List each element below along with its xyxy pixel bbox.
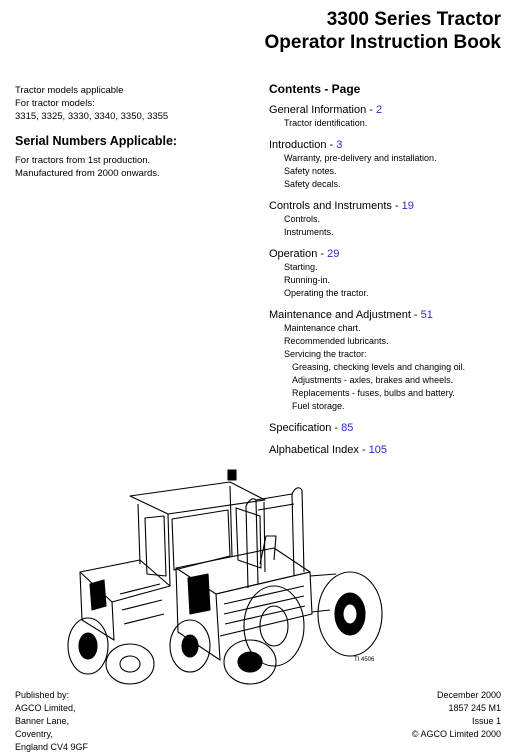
contents-section-introduction [269, 138, 509, 191]
contents-subitem: Greasing, checking levels and changing oil. [292, 362, 466, 372]
contents-section-index [269, 443, 509, 457]
section-title[interactable]: Introduction - 3 [269, 139, 343, 151]
contents-heading: Contents - Page [269, 82, 361, 96]
page-link[interactable]: 51 [420, 309, 433, 321]
issue-number: Issue 1 [471, 716, 501, 726]
contents-item: Warranty, pre-delivery and installation. [284, 153, 437, 163]
contents-section-maintenance [269, 308, 509, 413]
section-title[interactable]: General Information - 2 [269, 104, 383, 116]
page-link[interactable]: 3 [336, 139, 343, 151]
contents-section-general [269, 103, 509, 130]
contents-subitem: Adjustments - axles, brakes and wheels. [292, 375, 454, 385]
section-title[interactable]: Controls and Instruments - 19 [269, 200, 414, 212]
contents-item: Tractor identification. [284, 118, 368, 128]
contents-item: Servicing the tractor: [284, 349, 367, 359]
section-title[interactable]: Alphabetical Index - 105 [269, 444, 388, 456]
page-link[interactable]: 19 [401, 200, 414, 212]
issue-date: December 2000 [436, 690, 501, 700]
figure-id: TI 4506 [354, 657, 375, 663]
contents-subitem: Fuel storage. [292, 401, 345, 411]
serial-line-1: For tractors from 1st production. [15, 155, 151, 166]
contents-subitem: Replacements - fuses, bulbs and battery. [292, 388, 455, 398]
models-line-3: 3315, 3325, 3330, 3340, 3350, 3355 [15, 111, 169, 122]
contents-item: Controls. [284, 214, 321, 224]
contents-item: Recommended lubricants. [284, 336, 389, 346]
part-number: 1857 245 M1 [448, 703, 501, 713]
publisher-line: Published by: [15, 690, 70, 700]
issue-block [412, 689, 501, 741]
contents-item: Instruments. [284, 227, 334, 237]
contents-item: Starting. [284, 262, 318, 272]
page-link[interactable]: 105 [368, 444, 388, 456]
serial-heading: Serial Numbers Applicable: [15, 134, 178, 148]
publisher-line: Coventry, [15, 729, 53, 739]
contents-section-specification [269, 421, 509, 435]
contents-item: Operating the tractor. [284, 288, 369, 298]
section-title[interactable]: Operation - 29 [269, 248, 340, 260]
publisher-line: AGCO Limited, [15, 703, 76, 713]
page-link[interactable]: 29 [327, 248, 340, 260]
contents-item: Safety notes. [284, 166, 337, 176]
copyright: © AGCO Limited 2000 [411, 729, 501, 739]
document-title [265, 8, 501, 54]
contents-item: Maintenance chart. [284, 323, 361, 333]
publisher-line: Banner Lane, [15, 716, 70, 726]
publisher-line: England CV4 9GF [15, 742, 89, 752]
section-title[interactable]: Specification - 85 [269, 422, 354, 434]
publisher-block [15, 689, 88, 754]
models-line-2: For tractor models: [15, 98, 95, 109]
title-line-1: 3300 Series Tractor [326, 9, 501, 30]
tractor-illustration [60, 464, 390, 686]
title-line-2: Operator Instruction Book [264, 32, 501, 53]
contents-section-controls [269, 199, 509, 239]
contents-item: Running-in. [284, 275, 331, 285]
contents-section-operation [269, 247, 509, 300]
contents-item: Safety decals. [284, 179, 341, 189]
section-title[interactable]: Maintenance and Adjustment - 51 [269, 309, 433, 321]
models-line-1: Tractor models applicable [15, 85, 124, 96]
page-link[interactable]: 85 [341, 422, 354, 434]
contents-block [269, 82, 509, 465]
applicability-block [15, 84, 250, 180]
page-link[interactable]: 2 [376, 104, 383, 116]
serial-line-2: Manufactured from 2000 onwards. [15, 168, 160, 179]
